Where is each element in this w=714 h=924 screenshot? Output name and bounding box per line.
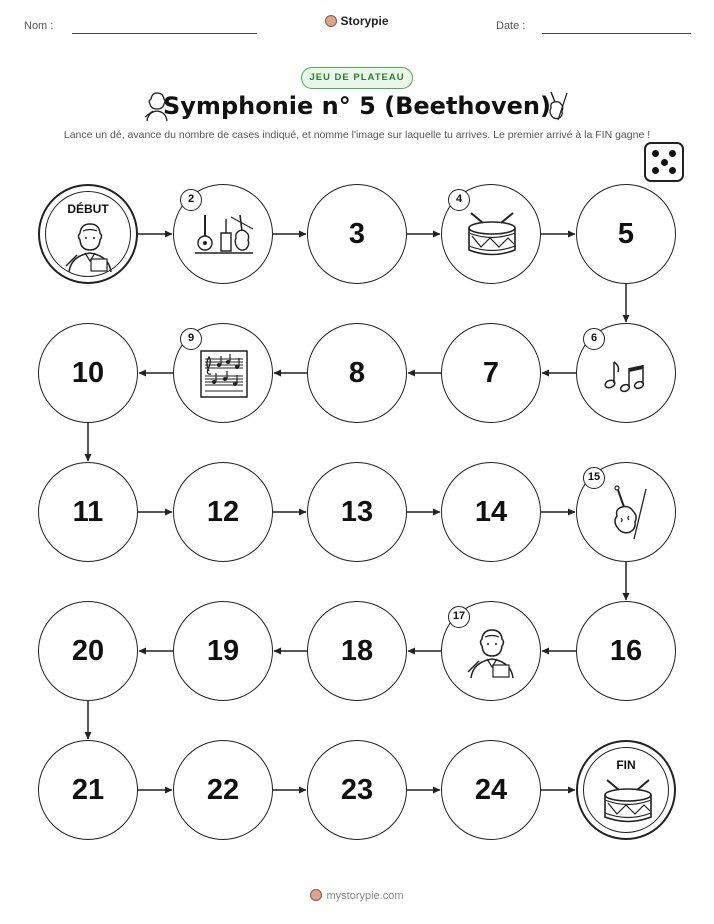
board-cell — [307, 740, 407, 840]
cell-number: 24 — [474, 773, 508, 806]
cell-number: 8 — [348, 356, 366, 389]
cell-number-tag: 4 — [448, 189, 470, 211]
board-cell — [173, 323, 273, 423]
instructions: Lance un dé, avance du nombre de cases indiqué, et nomme l'image sur laquelle tu arrives. Le premier arrivé à la FIN gagne ! — [63, 129, 651, 141]
board-cell — [441, 184, 541, 284]
board-cell — [307, 601, 407, 701]
cell-number-tag: 15 — [583, 467, 605, 489]
page-title: Symphonie n° 5 (Beethoven) — [163, 92, 551, 120]
dice-icon — [644, 142, 684, 182]
composer-icon — [63, 219, 117, 273]
cell-number: 18 — [340, 634, 374, 667]
board-cell — [173, 601, 273, 701]
board-cell — [38, 184, 138, 284]
cell-label: FIN — [616, 758, 636, 772]
cell-number: 12 — [206, 495, 240, 528]
board-cell — [441, 601, 541, 701]
name-label: Nom : — [24, 20, 54, 32]
cell-number: 21 — [71, 773, 105, 806]
instruments-icon — [193, 209, 255, 259]
cell-number: 7 — [482, 356, 500, 389]
cell-number-tag: 2 — [180, 189, 202, 211]
board-cell — [307, 462, 407, 562]
board-cell — [307, 184, 407, 284]
date-line[interactable] — [542, 33, 691, 34]
footer-url: mystorypie.com — [326, 890, 404, 902]
sheet-music-icon — [199, 349, 249, 399]
cell-number-tag: 9 — [180, 328, 202, 350]
music-notes-icon — [601, 354, 653, 394]
cell-number: 5 — [617, 217, 635, 250]
drum-icon — [461, 212, 523, 260]
bear-icon — [325, 15, 337, 27]
cell-number: 3 — [348, 217, 366, 250]
cell-label: DÉBUT — [67, 202, 109, 216]
board-cell — [441, 462, 541, 562]
cell-number: 19 — [206, 634, 240, 667]
board-cell — [38, 740, 138, 840]
board-cell — [576, 323, 676, 423]
drum-icon — [597, 779, 659, 827]
board-cell — [441, 323, 541, 423]
footer — [0, 889, 714, 902]
board-cell — [38, 462, 138, 562]
board-cell — [576, 462, 676, 562]
composer-icon — [465, 625, 519, 679]
cell-number: 11 — [72, 495, 104, 528]
cell-number: 13 — [340, 495, 374, 528]
cell-number: 16 — [609, 634, 643, 667]
brand-logo — [0, 14, 714, 28]
cell-number: 14 — [474, 495, 508, 528]
board-cell — [173, 462, 273, 562]
board-cell — [173, 740, 273, 840]
board-cell — [38, 323, 138, 423]
cell-number: 20 — [71, 634, 105, 667]
bear-icon — [310, 889, 322, 901]
board-cell — [307, 323, 407, 423]
violin-icon — [604, 485, 650, 541]
brand-name: Storypie — [340, 14, 389, 28]
name-line[interactable] — [72, 33, 257, 34]
cell-number: 23 — [340, 773, 374, 806]
cell-number: 10 — [71, 356, 105, 389]
board-cell — [441, 740, 541, 840]
board-cell — [38, 601, 138, 701]
board-cell — [576, 740, 676, 840]
category-badge: JEU DE PLATEAU — [301, 67, 413, 89]
board-cell — [576, 601, 676, 701]
board-cell — [576, 184, 676, 284]
cell-number: 22 — [206, 773, 240, 806]
board-cell — [173, 184, 273, 284]
violin-icon — [543, 90, 571, 122]
cell-number-tag: 6 — [583, 328, 605, 350]
cell-number-tag: 17 — [448, 606, 470, 628]
date-label: Date : — [496, 20, 526, 32]
